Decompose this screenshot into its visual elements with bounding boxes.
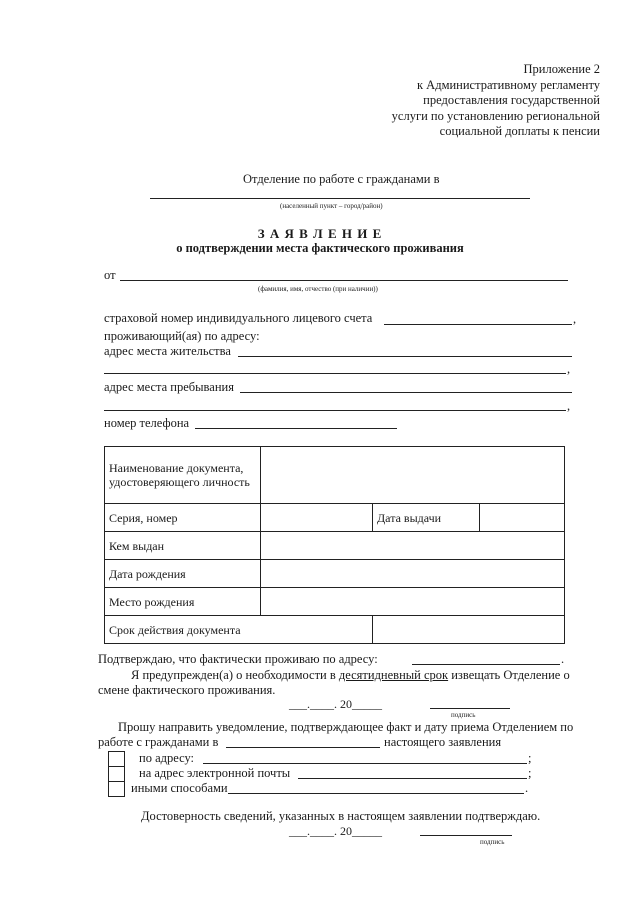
validity-label: Срок действия документа [105, 616, 373, 644]
phone-label: номер телефона [104, 416, 190, 430]
birth-place-cell[interactable] [261, 588, 565, 616]
applicant-name-field[interactable] [120, 280, 568, 281]
signature-hint-2: подпись [480, 838, 505, 846]
header-line-2: к Административному регламенту [416, 77, 600, 92]
notify-department-field[interactable] [226, 747, 380, 748]
issue-date-cell[interactable] [480, 504, 565, 532]
final-confirmation: Достоверность сведений, указанных в настоящем заявлении подтверждаю. [141, 809, 541, 823]
signature-hint-1: подпись [451, 711, 476, 719]
stay-field-2[interactable] [104, 410, 566, 411]
snils-comma: , [573, 312, 577, 326]
sign-date-1[interactable]: ___.____. 20_____ [289, 697, 382, 711]
warning-part-1: Я предупрежден(а) о необходимости в [131, 668, 339, 682]
notify-line-2a: работе с гражданами в [98, 735, 219, 749]
warning-part-2: извещать Отделение о [448, 668, 570, 682]
from-label: от [104, 268, 116, 282]
warning-line-2: смене фактического проживания. [98, 683, 276, 697]
series-cell[interactable] [261, 504, 373, 532]
doc-name-label: Наименование документа, удостоверяющего личность [105, 447, 261, 504]
header-line-5: социальной доплаты к пенсии [439, 124, 600, 138]
checkbox-other[interactable] [108, 781, 125, 797]
checkbox-by-address[interactable] [108, 751, 125, 767]
warning-term: десятидневный срок [338, 668, 449, 682]
residence-field[interactable] [238, 356, 572, 357]
stay-label: адрес места пребывания [104, 380, 234, 394]
residence-field-2[interactable] [104, 373, 566, 374]
from-hint: (фамилия, имя, отчество (при наличии)) [258, 285, 378, 293]
appendix-header [340, 62, 600, 140]
snils-label: страховой номер индивидуального лицевого счета [104, 311, 373, 325]
stay-comma: , [567, 399, 571, 413]
doc-name-cell[interactable] [261, 447, 565, 504]
issued-by-cell[interactable] [261, 532, 565, 560]
issued-by-label: Кем выдан [105, 532, 261, 560]
birth-date-label: Дата рождения [105, 560, 261, 588]
notify-address-field[interactable] [203, 763, 527, 764]
header-line-3: предоставления государственной [423, 93, 600, 107]
dot-3: . [525, 781, 529, 795]
option-other: иными способами [131, 781, 228, 795]
department-hint: (населенный пункт – город/район) [280, 202, 383, 210]
residence-label: адрес места жительства [104, 344, 231, 358]
residence-comma: , [567, 362, 571, 376]
phone-field[interactable] [195, 428, 397, 429]
issue-date-label: Дата выдачи [373, 504, 480, 532]
header-line-1: Приложение 2 [523, 62, 600, 76]
notify-other-field[interactable] [228, 793, 524, 794]
semi-2: ; [528, 766, 532, 780]
checkbox-by-email[interactable] [108, 766, 125, 782]
identity-document-table [104, 446, 565, 644]
stay-field[interactable] [240, 392, 572, 393]
signature-field-1[interactable] [430, 708, 510, 709]
snils-field[interactable] [384, 324, 572, 325]
signature-field-2[interactable] [420, 835, 512, 836]
birth-place-label: Место рождения [105, 588, 261, 616]
header-line-4: услуги по установлению региональной [391, 108, 600, 123]
series-label: Серия, номер [105, 504, 261, 532]
notify-line-1: Прошу направить уведомление, подтверждающее факт и дату приема Отделением по [118, 720, 574, 734]
confirm-dot: . [561, 652, 565, 666]
semi-1: ; [528, 751, 532, 765]
confirm-text: Подтверждаю, что фактически проживаю по адресу: [98, 652, 378, 666]
confirm-address-field[interactable] [412, 664, 560, 665]
document-title: З А Я В Л Е Н И Е [257, 226, 383, 241]
validity-cell[interactable] [373, 616, 565, 644]
department-label: Отделение по работе с гражданами в [243, 172, 440, 186]
option-by-address: по адресу: [139, 751, 195, 765]
department-field[interactable] [150, 198, 530, 199]
living-label: проживающий(ая) по адресу: [104, 329, 260, 343]
sign-date-2[interactable]: ___.____. 20_____ [289, 824, 382, 838]
birth-date-cell[interactable] [261, 560, 565, 588]
document-subtitle: о подтверждении места фактического проживания [176, 241, 464, 255]
option-by-email: на адрес электронной почты [139, 766, 291, 780]
warning-line-1 [131, 668, 570, 683]
notify-email-field[interactable] [298, 778, 527, 779]
notify-line-2b: настоящего заявления [384, 735, 502, 749]
